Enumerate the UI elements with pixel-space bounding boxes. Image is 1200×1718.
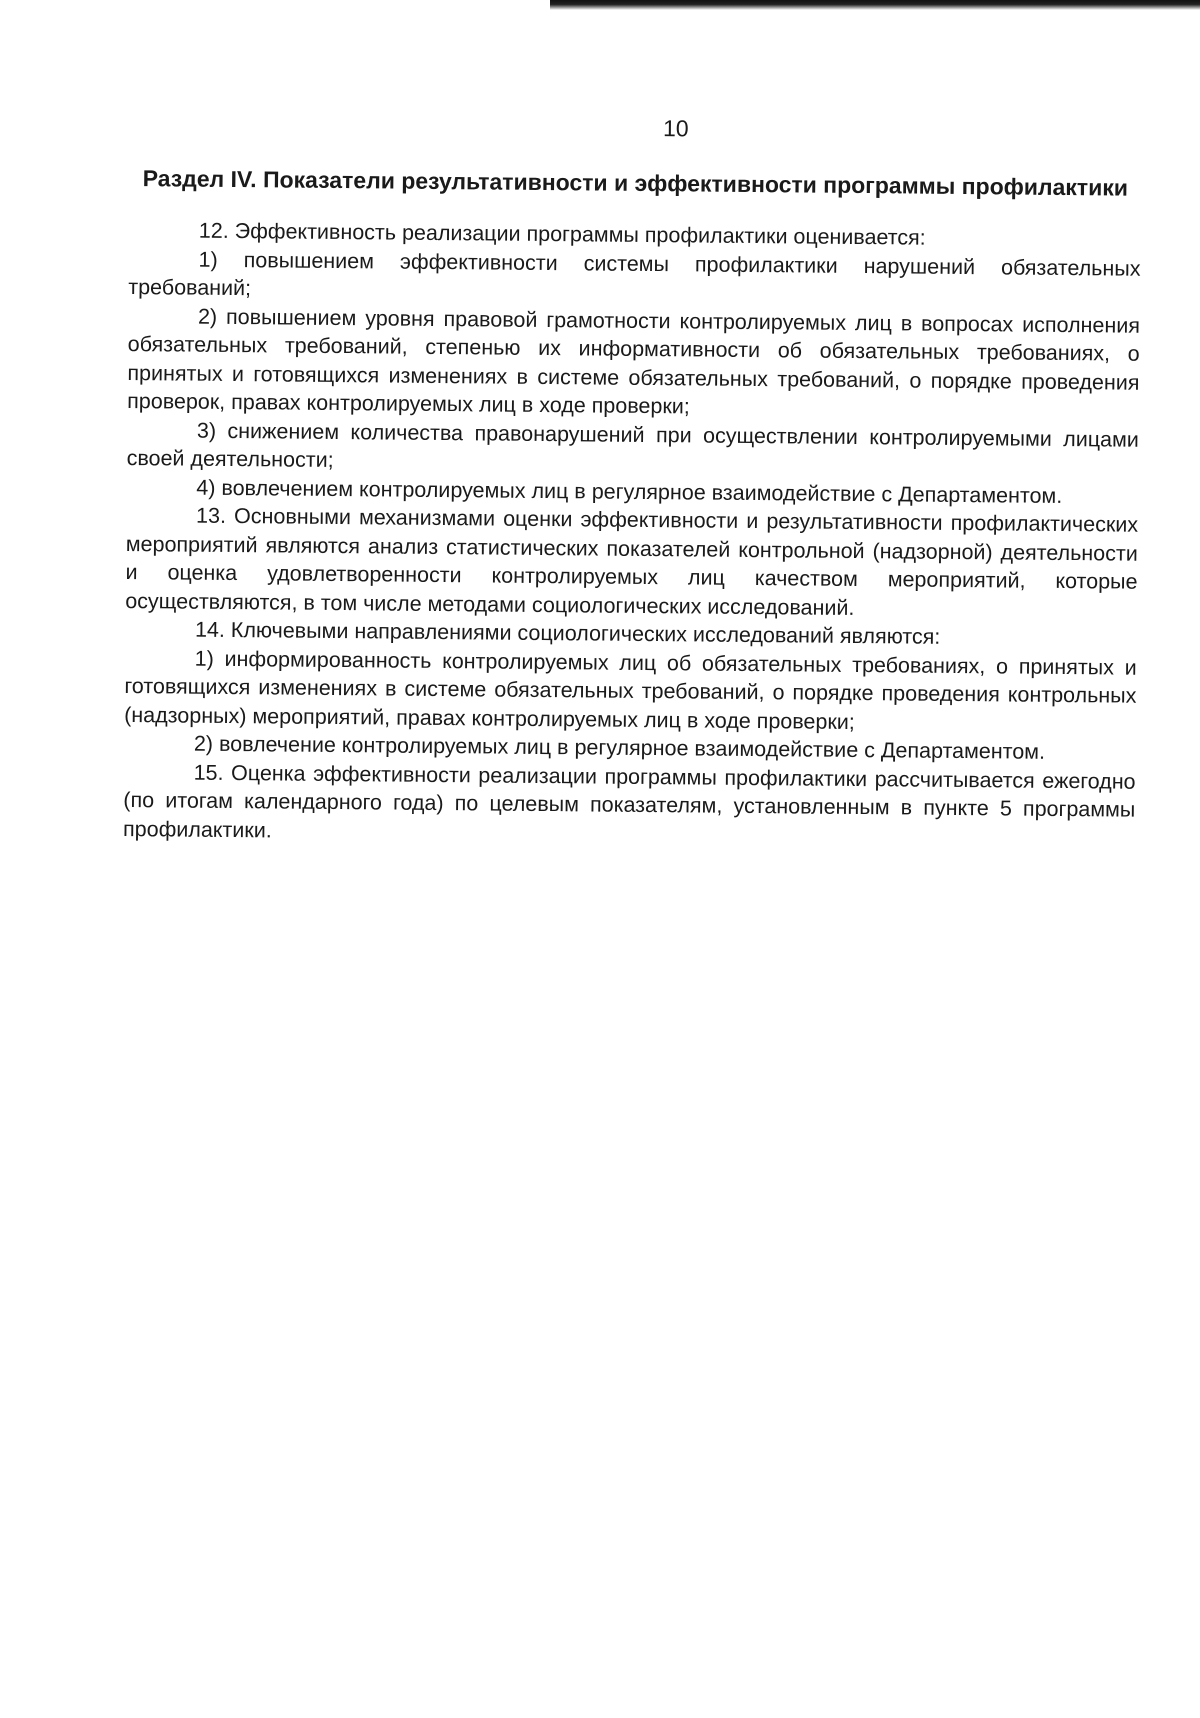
paragraph-14: 14. Ключевыми направлениями социологических исследований являются: — [194, 617, 941, 649]
paragraph-12-item-1: 1) повышением эффективности системы профилактики нарушений обязательных требований; — [128, 247, 1141, 301]
paragraph-12-item-3: 3) снижением количества правонарушений при осуществлении контролируемыми лицами своей деятельности; — [126, 418, 1140, 472]
scan-edge-shadow — [550, 0, 1200, 10]
paragraph-13: 13. Основными механизмами оценки эффективности и результативности профилактических мероприятий являются анализ статистических показателей контрольной (надзорной) деятельности и оценка удовлетворенности контролируемых лиц качеством мероприятий, которые осуществляются, в том числе методами социологических исследований. — [125, 503, 1139, 620]
paragraph-14-item-2: 2) вовлечение контролируемых лиц в регулярное взаимодействие с Департаментом. — [193, 731, 1046, 764]
page-number: 10 — [662, 115, 689, 142]
paragraph-12: 12. Эффективность реализации программы профилактики оценивается: — [198, 218, 926, 250]
paragraph-14-item-1: 1) информированность контролируемых лиц об обязательных требованиях, о принятых и готовящихся изменениях в системе обязательных требований, о порядке проведения контрольных (надзорных) мероприятий, правах контролируемых лиц в ходе проверки; — [124, 646, 1137, 734]
paragraph-15: 15. Оценка эффективности реализации программы профилактики рассчитывается ежегодно (по итогам календарного года) по целевым показателям, установленным в пункте 5 программы профилактики. — [122, 760, 1136, 842]
paragraph-12-item-2: 2) повышением уровня правовой грамотности контролируемых лиц в вопросах исполнения обязательных требований, степенью их информативности об обязательных требованиях, о принятых и готовящихся изменениях в системе обязательных требований, о порядке проведения проверок, правах контролируемых лиц в ходе проверки; — [127, 304, 1141, 419]
document-page — [123, 110, 1142, 853]
paragraph-12-item-4: 4) вовлечением контролируемых лиц в регулярное взаимодействие с Департаментом. — [196, 475, 1063, 508]
section-title: Раздел IV. Показатели результативности и эффективности программы профилактики — [142, 165, 1129, 201]
